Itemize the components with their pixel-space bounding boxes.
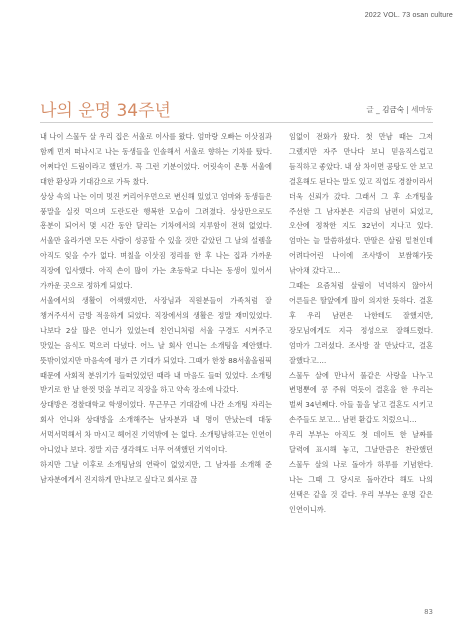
paragraph: 임없이 전화가 왔다. 첫 만남 때는 그저 그랬지만 자주 만나다 보니 믿음직스럽고 듬직하고 좋았다. 내 삼 차이면 공탕도 안 보고 결혼해도 된다는 말도 있고 직업도 경찰이라서 더욱 신뢰가 갔다. 그래서 그 후 소개팅을 주선한 그 남자분은 지금의 남편이 되었고, 오산에 정착한 지도 32년이 지나고 있다. 엄마는 늘 말씀하셨다. 만딸은 살림 밑천인데 어려다어린 나이에 조사방이 보쌈해가듯 낚아채 갔다고… [289,132,433,276]
paragraph: 우리 부부는 아직도 첫 데이트 한 날짜를 달력에 표시해 놓고, 그날만큼은 찬란했던 스물두 살의 나로 돌아가 하루를 기념한다. 나는 그때 그 당시로 돌아간다 해도 나의 선택은 같을 것 같다. 우리 부부는 운명 같은 인연이니까. [289,430,433,514]
byline-prefix: 글 _ [366,105,380,114]
author-name: 김금숙 [382,105,404,114]
paragraph: 하지만 그날 이후로 소개팅남의 연락이 없었지만, 그 남자를 소개해 준 남자분에게서 진지하게 만나보고 싶다고 회사로 끊 [40,459,272,484]
author-location: | 세마동 [406,105,433,114]
paragraph: 스물두 살에 만나서 풀같은 사랑을 나누고 변명뿐에 콩 주워 먹듯이 결혼을 한 우리는 벌써 34년째다. 아들 둘을 낳고 결혼도 시키고 손주들도 보고… 남편 환갑도 치렀으니… [289,370,433,425]
byline [366,104,433,115]
issue-header: 2022 VOL. 73 osan culture [364,12,453,19]
paragraph: 그때는 요즘처럼 살림이 넉넉하지 않아서 어른들은 딸앞에게 많이 의지한 듯하다. 결혼 후 우리 남편은 나한테도 잘했지만, 장모님에게도 지극 정성으로 잘해드렸다. 엄마가 그러셨다. 조사방 잘 만났다고, 결혼 잘했다고…. [289,281,433,365]
title-rule [40,122,433,123]
paragraph: 내 나이 스물두 살 우리 집은 서울로 이사를 왔다. 엄마랑 오빠는 이삿짐과 함께 먼저 떠나시고 나는 동생들을 인솔해서 서울로 향하는 기차를 탔다. 어쩌다인 드림이라고 했던가. 꼭 그런 기분이었다. 어릿속이 온통 서울에 대한 환상과 기대감으로 가득 찼다. [40,132,272,186]
paragraph: 상대방은 경찰대학교 학생이었다. 무근무근 기대감에 나간 소개팅 자리는 회사 언니와 상대방을 소개해주는 남자분과 내 명이 만났는데 대둥 서먹서먹해서 차 마시고 헤어진 기억밖에 는 없다. 소개팅남하고는 인연이 아니었나 보다. 정말 지금 생각해도 너무 어색했던 기억이다. [40,400,272,455]
page-number: 83 [424,608,433,616]
article-column-right [289,130,433,518]
article-title: 나의 운명 34주년 [40,101,171,121]
paragraph: 서울에서의 생활이 어색했지만, 사장님과 직원분들이 가족처럼 잘 챙겨주셔서 금방 적응하게 되었다. 직장에서의 생활은 정말 재미있었다. 나보다 2살 많은 언니가 있었는데 친언니처럼 서울 구경도 시켜주고 맛있는 음식도 먹으러 다녔다. 어느 날 회사 언니는 소개팅을 제안했다. 뜻밖이었지만 마음속에 평가 큰 기대가 되었다. 그때가 한창 88서울올림픽 때문에 사회적 분위기가 들떠있었던 때라 내 마음도 들떠 있었다. 소개팅 받기로 한 날 한껏 멋을 부리고 직장을 하고 약속 장소에 나갔다. [40,295,272,395]
paragraph: 상상 속의 나는 이미 멋진 커리어우먼으로 변신해 있었고 엄마와 동생들은 풍말을 실컷 먹으며 도란도란 행복한 모습이 그려졌다. 상상만으로도 흥분이 되어서 몇 시간 동안 달리는 기차에서의 지루함이 전혀 없었다. 서울만 올라가면 모든 사람이 성공할 수 있을 것만 같았던 그 날의 설렘을 아직도 잊을 수가 없다. 며칠을 이삿짐 정리를 한 후 나는 집과 가까운 직장에 입사했다. 아직 손이 많이 가는 초등학교 다니는 동생이 있어서 가까운 곳으로 정하게 되었다. [40,191,272,291]
article-column-left [40,130,272,488]
